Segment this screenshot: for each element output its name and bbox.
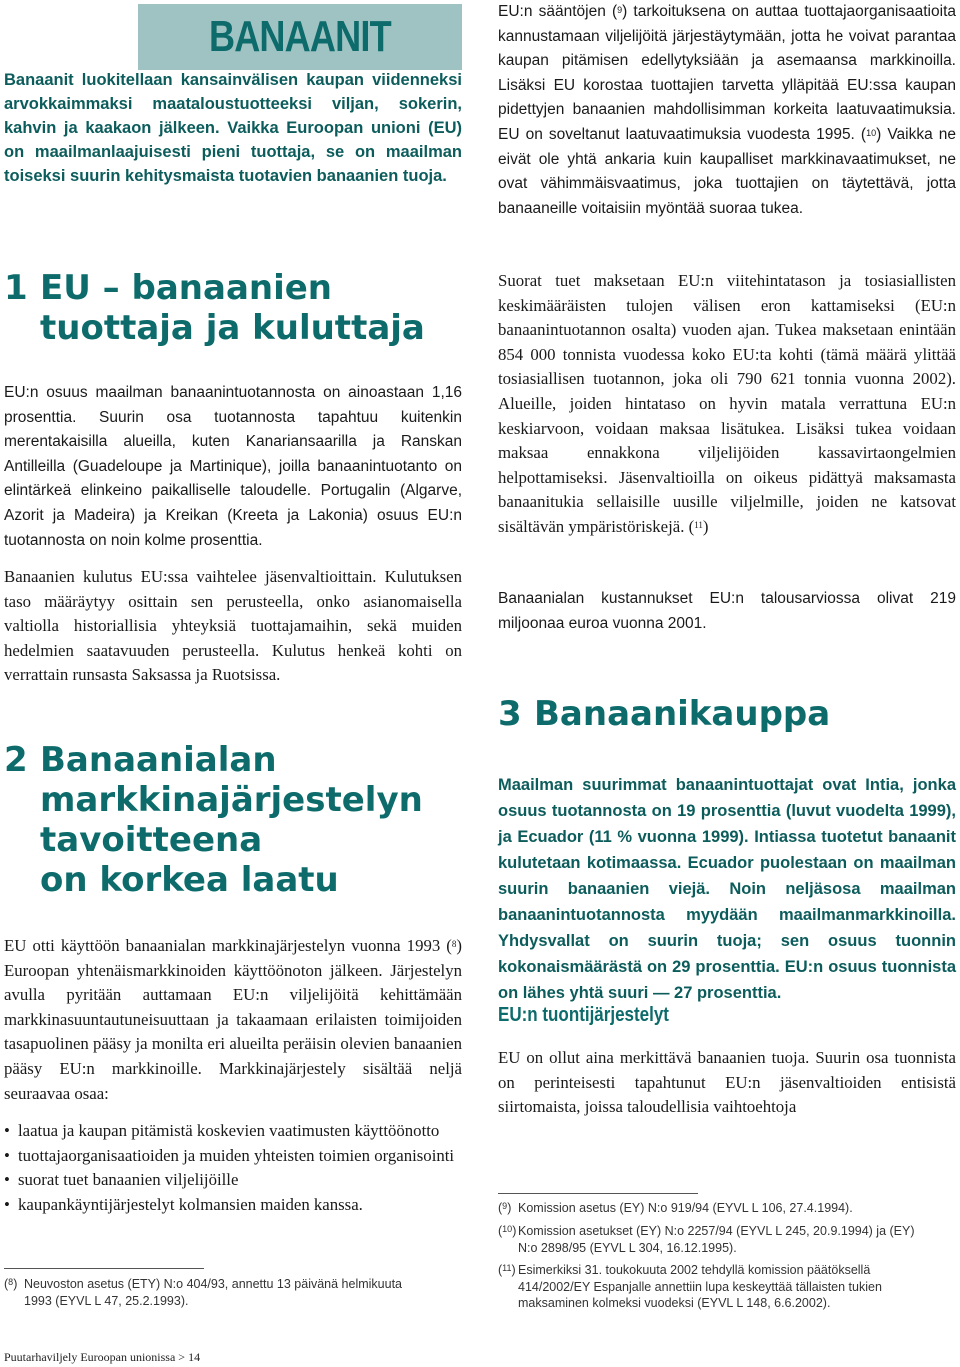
footnote-8: ($^8$) Neuvoston asetus (ETY) N:o 404/93, annettu 13 päivänä helmikuuta 1993 (EYVL L 47, 25.2.1993). xyxy=(4,1277,403,1308)
list-item: • tuottajaorganisaatioiden ja muiden yhteisten toimien organisointi xyxy=(4,1144,462,1169)
section-3-paragraph: EU on ollut aina merkittävä banaanien tuoja. Suurin osa tuonnista on perinteisesti tapahtunut EU:n jäsenvaltioiden entisistä siirtomaista, joissa taloudellisia vaihtoehtoja xyxy=(498,1048,956,1117)
right-paragraph-3: Banaanialan kustannukset EU:n talousarviossa olivat 219 miljoonaa euroa vuonna 2001. xyxy=(498,590,956,632)
section-1-number: 1 xyxy=(4,268,28,308)
import-arrangements-heading: EU:n tuontijärjestelyt xyxy=(498,1004,669,1026)
section-2-paragraph: EU otti käyttöön banaanialan markkinajärjestelyn vuonna 1993 ($^8$) Euroopan yhtenäismarkkinoiden käyttöönoton jälkeen. Järjestelyn avulla pyritään auttamaan EU:n viljelijöitä kehittämään markkinasuuntautuneisuuttaan ja takaamaan erilaisten toimijoiden tasapuolinen pääsy ja monilta eri alueilta peräisin olevien banaanien pääsy EU:n markkinoille. Markkinajärjestely sisältää neljä seuraavaa osaa: xyxy=(4,936,462,1103)
footnote-divider xyxy=(4,1268,204,1269)
footnote-ref-11: 11 xyxy=(694,519,703,530)
footnote-ref-10: 10 xyxy=(866,127,877,138)
section-1-paragraph-1: EU:n osuus maailman banaanintuotannosta on ainoastaan 1,16 prosenttia. Suurin osa tuotannosta tapahtuu kuitenkin merentakaisilla alueilla, kuten Kanariansaarilla ja Ranskan Antilleilla (Guadeloupe ja Martinique), joilla banaanintuotanto on elintärkeä elinkeino paikalliselle taloudelle. Portugalin (Algarve, Azorit ja Madeira) ja Kreikan (Kreeta ja Lakonia) osuus EU:n tuotannosta on noin kolme prosenttia. xyxy=(4,384,462,549)
lead-paragraph: Banaanit luokitellaan kansainvälisen kaupan viidenneksi arvokkaimmaksi maataloustuotteeksi viljan, sokerin, kahvin ja kaakaon jälkeen. Vaikka Euroopan unioni (EU) on maailmanlaajuisesti pieni tuottaja, se on maailman toiseksi suurin kehitysmaista tuotavien banaanien tuoja. xyxy=(4,71,462,185)
list-item: • kaupankäyntijärjestelyt kolmansien maiden kanssa. xyxy=(4,1193,462,1218)
footnote-ref-9: 9 xyxy=(617,5,623,15)
right-paragraph-1: EU:n sääntöjen ($^9$) tarkoituksena on auttaa tuottajaorganisaatioita kannustamaan viljelijöitä järjestäytymään, jotta he voivat parantaa kaupan pitämisen edellytyksiään ja asemaansa markkinoilla. Lisäksi EU korostaa tuottajien tarvetta ylläpitää EU:ssa kaupan pidettyjen banaanien mahdollisimman korkeita laatuvaatimuksia. EU on soveltanut laatuvaatimuksia vuodesta 1995. ($^{10}$) Vaikka ne eivät ole yhtä ankaria kuin kaupalliset markkinavaatimukset, ne ovat vähimmäisvaatimus, joka tuottajien on täytettävä, jotta banaaneille voitaisiin myöntää suoraa tukea. xyxy=(498,3,957,217)
page-title: BANAANIT xyxy=(138,4,462,70)
section-2-heading: 2 Banaanialan markkinajärjestelyn tavoitteena on korkea laatu xyxy=(4,740,423,900)
footnote-11: ($^{11}$) Esimerkiksi 31. toukokuuta 2002 tehdyllä komission päätöksellä 414/2002/EY Espanjalle annettiin lupa keskeyttää tällaisten tukien maksaminen kolmeksi vuodeksi (EYVL L 148, 6.6.2002). xyxy=(498,1263,882,1310)
section-2-number: 2 xyxy=(4,740,28,780)
requirements-list xyxy=(4,1119,462,1217)
section-3-number: 3 xyxy=(498,694,522,734)
footnote-ref-8: 8 xyxy=(451,939,457,949)
list-item: • suorat tuet banaanien viljelijöille xyxy=(4,1168,462,1193)
list-item: • laatua ja kaupan pitämistä koskevien vaatimusten käyttöönotto xyxy=(4,1119,462,1144)
section-3-summary: Maailman suurimmat banaanintuottajat ovat Intia, jonka osuus tuotannosta on 19 prosenttia (luvut vuodelta 1999), ja Ecuador (11 % vuonna 1999). Intiassa tuotetut banaanit kulutetaan kotimaassa. Ecuador puolestaan on maailman suurin banaanien viejä. Noin neljäsosa maailman banaanintuotannosta myydään maailmanmarkkinoilla. Yhdysvallat on suurin tuoja; sen osuus tuonnin kokonaismäärästä on 29 prosenttia. EU:n osuus tuonnista on lähes yhtä suuri — 27 prosenttia. xyxy=(498,776,956,1002)
section-1-heading: 1 EU – banaanien tuottaja ja kuluttaja xyxy=(4,268,425,348)
right-paragraph-2: Suorat tuet maksetaan EU:n viitehintatason ja tosiasiallisten keskimääräisten tulojen välisen eron kattamiseksi (EU:n banaanintuotannon osalta) vuoden ajan. Tukea maksetaan enintään 854 000 tonnista vuodessa koko EU:ta kohti (tämä määrä ylittää tosiasiallisen tuotannon, joka oli 790 621 tonnia vuonna 2002). Alueille, joiden hintataso on hyvin matala verrattuna EU:n keskiarvoon, voidaan maksaa lisätukea. Lisäksi tukea voidaan maksaa ennakkona viljelijöiden kassavirtaongelmien helpottamiseksi. Jäsenvaltioilla on oikeus pidättyä maksamasta banaanitukia sellaisille uusille viljelmille, joiden ne katsovat sisältävän ympäristöriskejä. ($^{11}$) xyxy=(498,271,956,536)
section-1-paragraph-2: Banaanien kulutus EU:ssa vaihtelee jäsenvaltioittain. Kulutuksen taso määräytyy osittain sen perusteella, onko asianomaisella valtiolla historiallisia yhteyksiä tuottajamaihin, sekä muiden hedelmien saatavuuden perusteella. Kulutus henkeä kohti on verrattain runsasta Saksassa ja Ruotsissa. xyxy=(4,567,462,685)
section-3-heading: 3 Banaanikauppa xyxy=(498,694,831,734)
footnote-10: ($^{10}$) Komission asetukset (EY) N:o 2257/94 (EYVL L 245, 20.9.1994) ja (EY) N:o 2898/95 (EYVL L 304, 16.12.1995). xyxy=(498,1224,915,1255)
footnote-9: ($^9$) Komission asetus (EY) N:o 919/94 (EYVL L 106, 27.4.1994). xyxy=(498,1201,853,1215)
page-footer: Puutarhaviljely Euroopan unionissa > 14 xyxy=(4,1350,201,1364)
footnote-divider-right xyxy=(498,1193,698,1194)
